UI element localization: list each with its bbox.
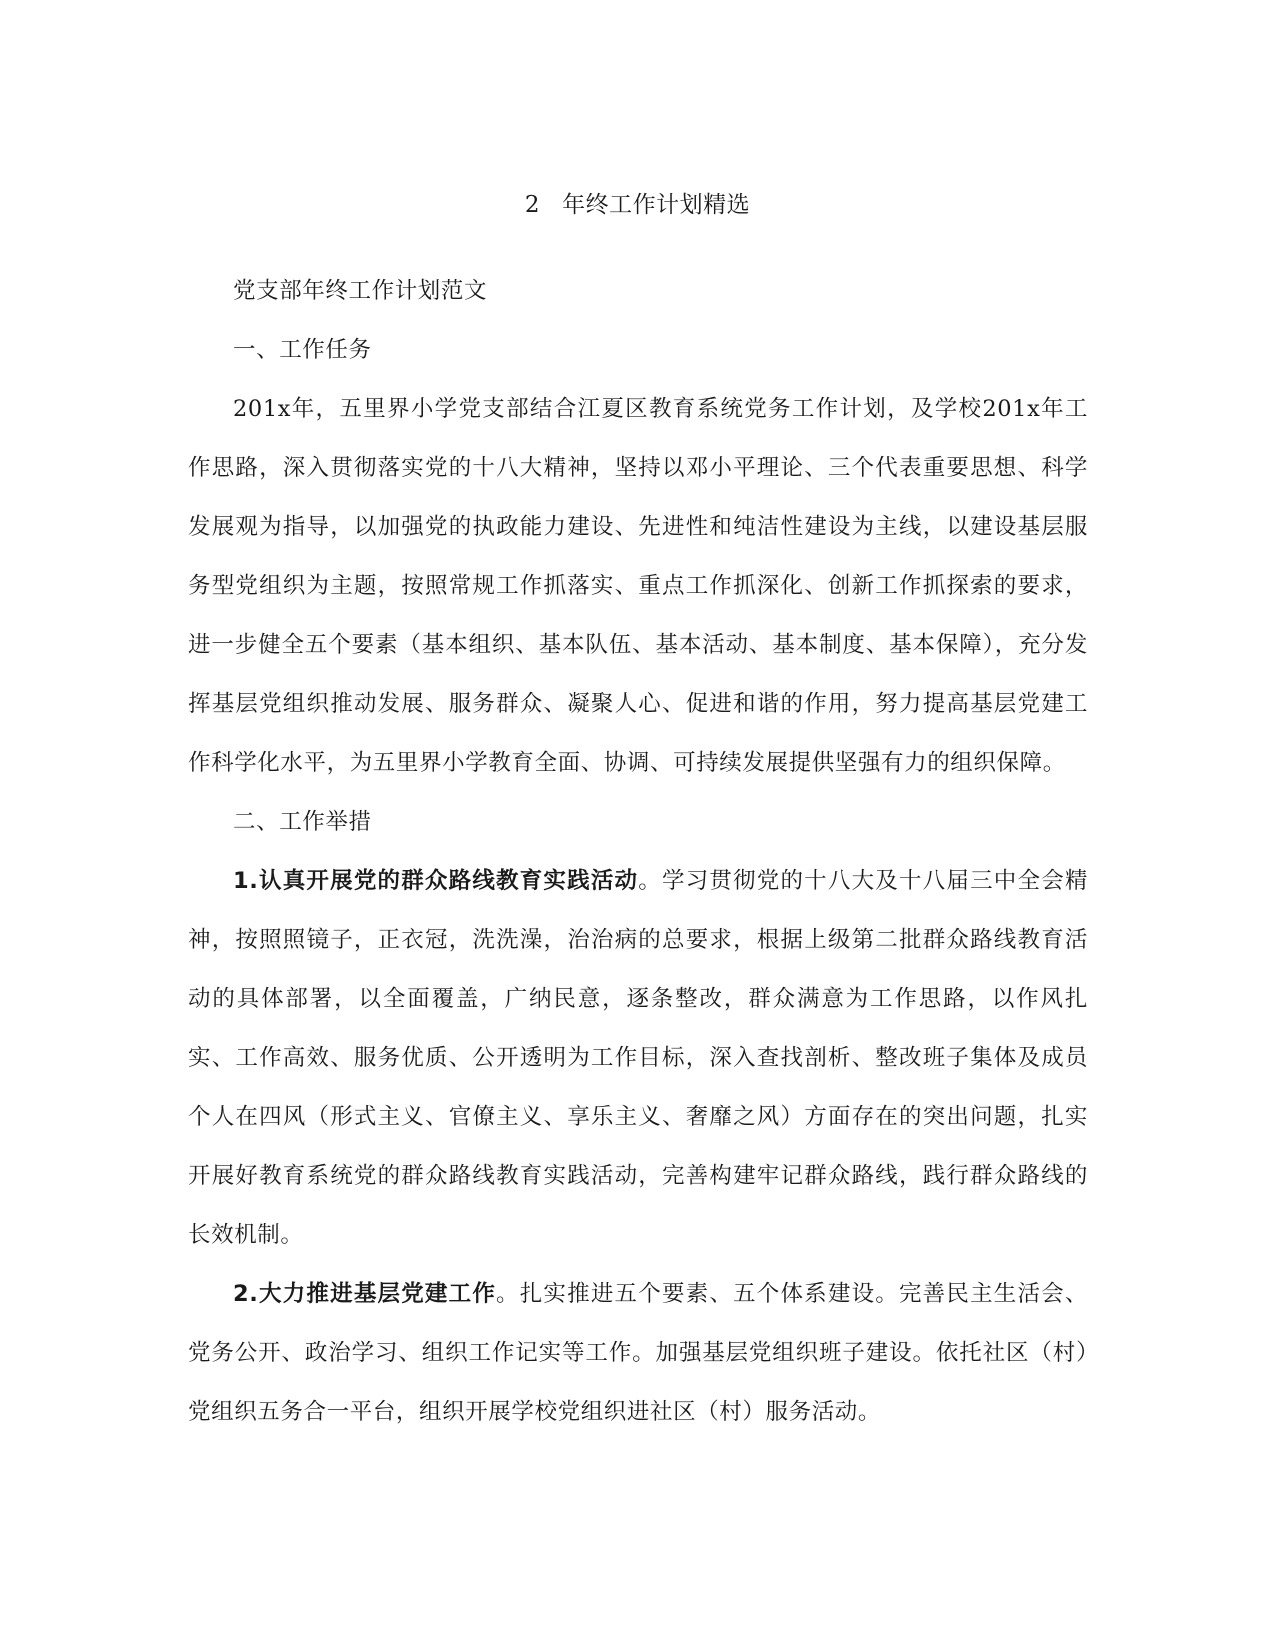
item-1-text: 。学习贯彻党的十八大及十八届三中全会精神，按照照镜子，正衣冠，洗洗澡，治治病的总要求，根据上级第二批群众路线教育活动的具体部署，以全面覆盖，广纳民意，逐条整改，群众满意为工作思路，以作风扎实、工作高效、服务优质、公开透明为工作目标，深入查找剖析、整改班子集体及成员个人在四风（形式主义、官僚主义、享乐主义、奢靡之风）方面存在的突出问题，扎实开展好教育系统党的群众路线教育实践活动，完善构建牢记群众路线，践行群众路线的长效机制。 [188,868,1088,1248]
section-1-paragraph: 201x年，五里界小学党支部结合江夏区教育系统党务工作计划，及学校201x年工作思路，深入贯彻落实党的十八大精神，坚持以邓小平理论、三个代表重要思想、科学发展观为指导，以加强党的执政能力建设、先进性和纯洁性建设为主线，以建设基层服务型党组织为主题，按照常规工作抓落实、重点工作抓深化、创新工作抓探索的要求，进一步健全五个要素（基本组织、基本队伍、基本活动、基本制度、基本保障），充分发挥基层党组织推动发展、服务群众、凝聚人心、促进和谐的作用，努力提高基层党建工作科学化水平，为五里界小学教育全面、协调、可持续发展提供坚强有力的组织保障。 [188,396,1088,776]
document-title [0,188,1275,222]
item-2-paragraph [188,1265,1088,1442]
item-2-lead: 2.大力推进基层党建工作 [233,1281,497,1307]
item-1-lead: 1.认真开展党的群众路线教育实践活动 [233,868,639,894]
item-1-paragraph [188,852,1088,1265]
section-2-heading: 二、工作举措 [233,809,372,835]
document-body [188,262,1088,1442]
document-subtitle: 党支部年终工作计划范文 [233,278,488,304]
title-text: 年终工作计划精选 [562,192,751,218]
section-1-heading: 一、工作任务 [233,337,372,363]
title-number: 2 [524,192,541,218]
item-2-text: 。扎实推进五个要素、五个体系建设。完善民主生活会、党务公开、政治学习、组织工作记实等工作。加强基层党组织班子建设。依托社区（村）党组织五务合一平台，组织开展学校党组织进社区（村）服务活动。 [188,1281,1088,1425]
